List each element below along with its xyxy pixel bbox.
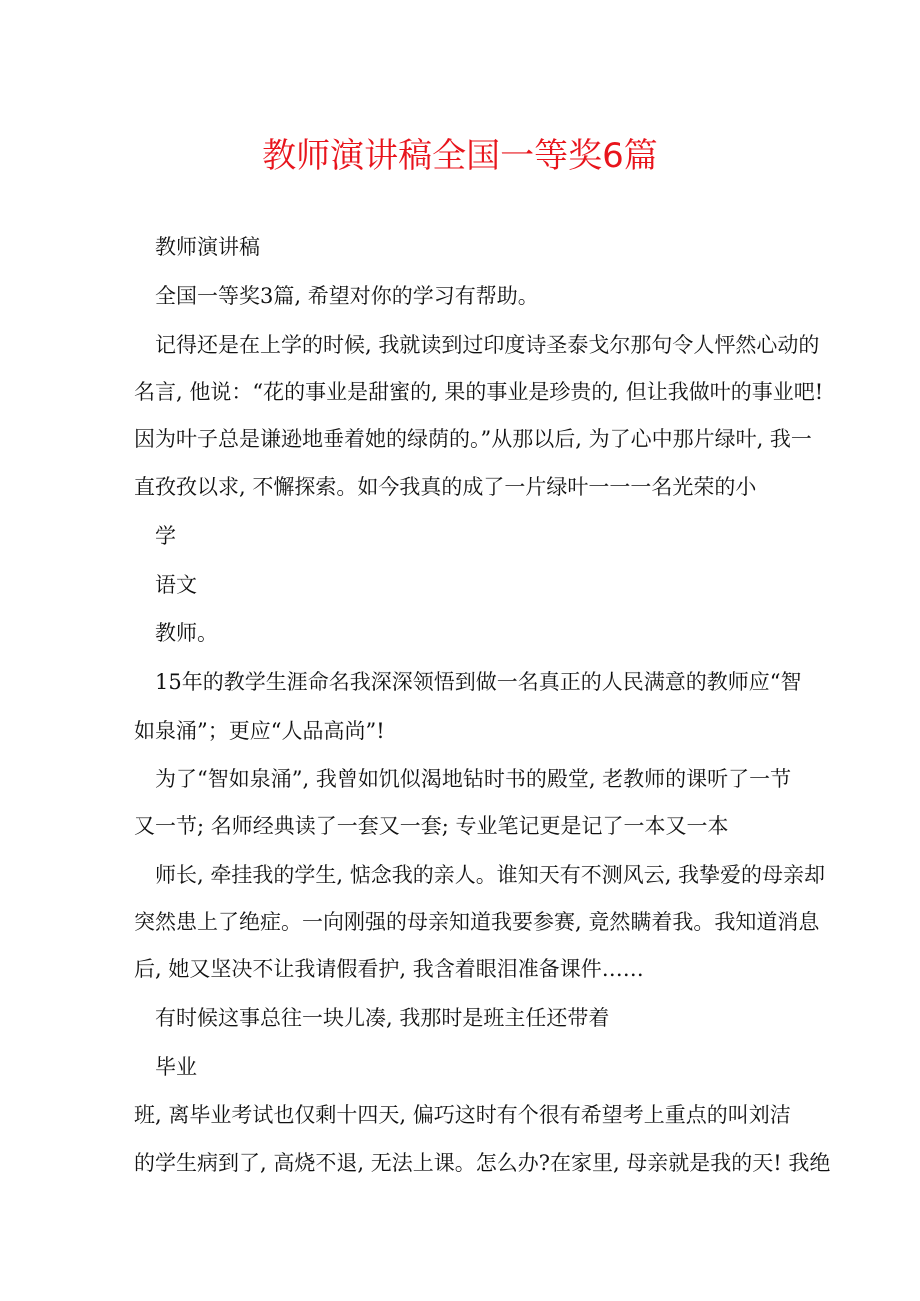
text-line-10: 15年的教学生涯命名我深深领悟到做一名真正的人民满意的教师应“智 bbox=[155, 670, 802, 694]
document-title: 教师演讲稿全国一等奖6篇 bbox=[262, 136, 658, 176]
text-line-12: 为了“智如泉涌”, 我曾如饥似渴地钻时书的殿堂, 老教师的课听了一节 bbox=[155, 767, 792, 791]
text-line-9: 教师。 bbox=[155, 621, 218, 645]
text-line-16: 后, 她又坚决不让我请假看护, 我含着眼泪准备课件…… bbox=[134, 957, 644, 981]
text-line-14: 师长, 牵挂我的学生, 惦念我的亲人。谁知天有不测风云, 我挚爱的母亲却 bbox=[155, 863, 826, 887]
text-line-1: 教师演讲稿 bbox=[155, 235, 260, 259]
text-line-7: 学 bbox=[155, 524, 176, 548]
text-line-18: 毕业 bbox=[155, 1055, 197, 1079]
text-line-19: 班, 离毕业考试也仅剩十四天, 偏巧这时有个很有希望考上重点的叫刘洁 bbox=[134, 1103, 791, 1127]
text-line-20: 的学生病到了, 高烧不退, 无法上课。怎么办?在家里, 母亲就是我的天! 我绝 bbox=[134, 1151, 831, 1175]
text-line-11: 如泉涌”；更应“人品高尚”! bbox=[134, 719, 385, 743]
text-line-8: 语文 bbox=[155, 573, 197, 597]
text-line-4: 名言, 他说：“花的事业是甜蜜的, 果的事业是珍贵的, 但让我做叶的事业吧! bbox=[134, 380, 824, 404]
text-line-2: 全国一等奖3篇, 希望对你的学习有帮助。 bbox=[155, 284, 539, 308]
text-line-6: 直孜孜以求, 不懈探索。如今我真的成了一片绿叶一一一名光荣的小 bbox=[134, 475, 757, 499]
text-line-3: 记得还是在上学的时候, 我就读到过印度诗圣泰戈尔那句令人怦然心动的 bbox=[155, 333, 820, 357]
text-line-15: 突然患上了绝症。一向刚强的母亲知道我要参赛, 竟然瞒着我。我知道消息 bbox=[134, 910, 820, 934]
text-line-5: 因为叶子总是谦逊地垂着她的绿荫的。”从那以后, 为了心中那片绿叶, 我一 bbox=[134, 427, 812, 451]
text-line-17: 有时候这事总往一块儿凑, 我那时是班主任还带着 bbox=[155, 1006, 610, 1030]
text-line-13: 又一节; 名师经典读了一套又一套; 专业笔记更是记了一本又一本 bbox=[134, 814, 729, 838]
